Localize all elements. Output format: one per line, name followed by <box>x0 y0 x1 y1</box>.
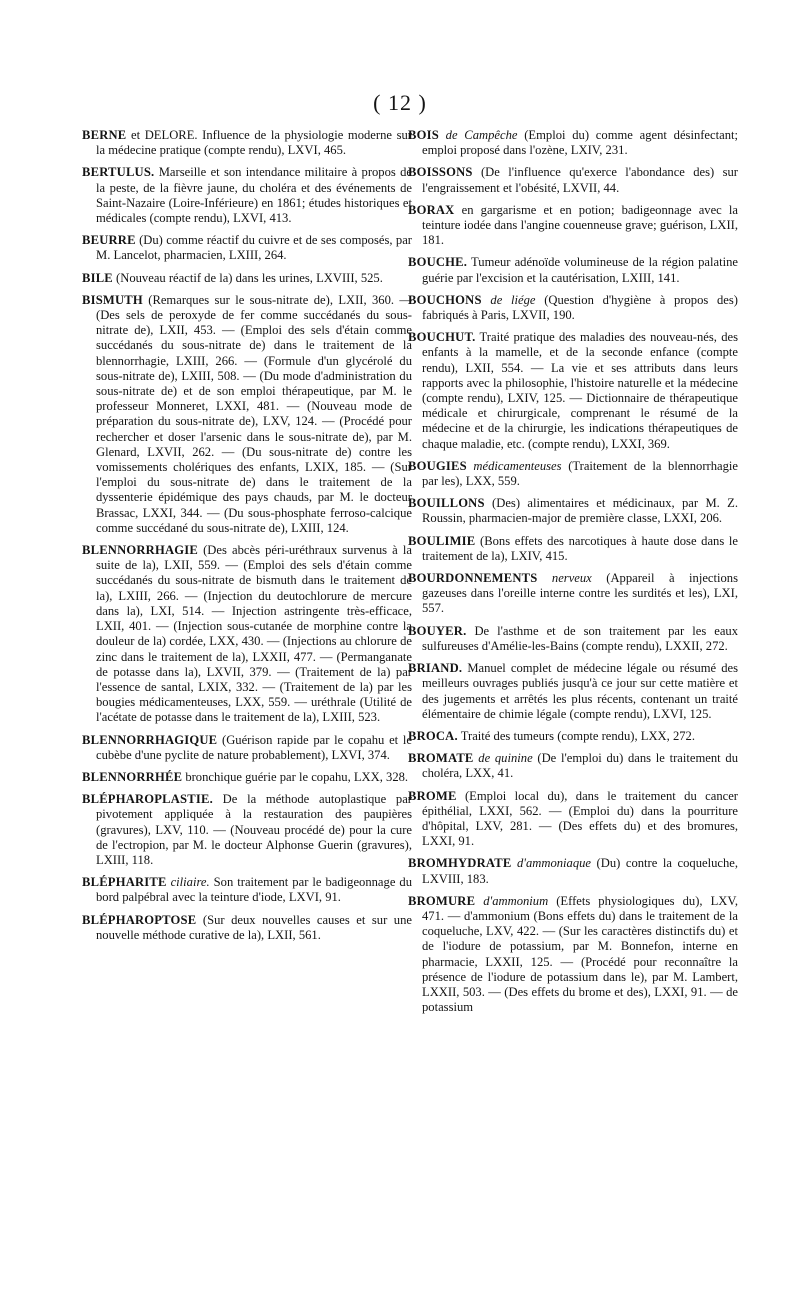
entry-headword: BLENNORRHAGIE <box>82 543 198 558</box>
entry-text: (Remarques sur le sous-nitrate de), LXII, 360. — (Des sels de peroxyde de fer comme succédanés du sous-nitrate de), LXII, 453. — (Emploi des sels d'étain comme succédanés du sous-nitrate de) dans le traitement de la blennorrhagie, LXIII, 266. — (Formule d'un glycérolé du sous-nitrate de), LXIII, 508. — (Du mode d'administration du sous-nitrate de) et de son emploi thérapeutique, par M. le professeur Monneret, LXXI, 481. — (Nouveau mode de préparation du sous-nitrate de), LXV, 124. — (Procédé pour rechercher et doser l'arsenic dans le sous-nitrate de), par M. Glenard, LXVII, 262. — (Du sous-nitrate de) contre les vomissements cholériques des enfants, LXIX, 185. — (Sur l'emploi du sous-nitrate de) dans le traitement de la dyssenterie épidémique des pays chauds, par M. le docteur Brassac, LXXI, 344. — (Du sous-phosphate ferroso-calcique comme succédané du sous-nitrate de), LXIII, 124. <box>96 292 412 535</box>
entry-text: Tumeur adénoïde volumineuse de la région palatine guérie par l'excision et la cautérisation, LXIII, 141. <box>422 255 738 285</box>
index-entry <box>408 571 738 617</box>
index-entry <box>408 789 738 850</box>
index-entry <box>408 856 738 886</box>
index-entry <box>82 293 412 536</box>
entry-headword: BROMHYDRATE <box>408 856 512 871</box>
index-entry <box>82 913 412 943</box>
index-entry <box>408 661 738 722</box>
entry-headword: BROMATE <box>408 751 474 766</box>
entry-text: (De l'influence qu'exerce l'abondance des) sur l'engraissement et l'obésité, LXVII, 44. <box>422 165 738 195</box>
index-entry <box>408 203 738 249</box>
index-entry <box>408 459 738 489</box>
index-entry <box>408 534 738 564</box>
entry-headword: BOIS <box>408 128 439 142</box>
entry-italic: de liége <box>481 292 536 307</box>
entry-headword: BEURRE <box>82 233 136 248</box>
index-entry <box>408 751 738 781</box>
entry-headword: BRIAND. <box>408 661 463 676</box>
entry-text: (Des abcès péri-uréthraux survenus à la suite de la), LXII, 559. — (Emploi des sels d'étain comme succédanés du sous-nitrate de bismuth dans le traitement de la), LXIII, 266. — (Injection du deutochlorure de mercure dans la), LXI, 514. — Injection astringente très-efficace, LXII, 401. — (Injection sous-cutanée de morphine contre la douleur de la) cordée, LXX, 430. — (Injections au chlorure de zinc dans le traitement de la), LXXII, 477. — (Permanganate de potasse dans la), LXVII, 379. — (Traitement de la) par l'essence de santal, LXIX, 332. — (Traitement de la) par les bougies médicamenteuses, LXX, 559. — uréthrale (Utilité de l'acétate de potasse dans le traitement de la), LXIII, 523. <box>96 543 412 725</box>
entry-headword: BOUCHE. <box>408 255 468 270</box>
index-entry <box>82 271 412 286</box>
index-entry <box>408 624 738 654</box>
index-entry <box>82 543 412 725</box>
entry-headword: BLÉPHARITE <box>82 875 167 890</box>
entry-headword: BLENNORRHÉE <box>82 769 183 784</box>
entry-headword: BILE <box>82 270 113 285</box>
entry-text: Marseille et son intendance militaire à propos de la peste, de la fièvre jaune, du choléra et des événements de Saint-Nazaire (Loire-Inférieure) en 1861; études historiques et médicales (compte rendu), LXVI, 413. <box>96 165 412 226</box>
entry-text: et DELORE. Influence de la physiologie moderne sur la médecine pratique (compte rendu), LXVI, 465. <box>96 128 412 158</box>
entry-text: (Traitement de la blennorrhagie par les), LXX, 559. <box>422 458 738 489</box>
index-entry <box>82 233 412 263</box>
entry-headword: BOURDONNEMENTS <box>408 571 538 586</box>
entry-text: Traité des tumeurs (compte rendu), LXX, 272. <box>457 728 695 743</box>
entry-headword: BERNE <box>82 128 127 142</box>
entry-headword: BOUGIES <box>408 458 467 473</box>
entry-text: (Bons effets des narcotiques à haute dose dans le traitement de la), LXIV, 415. <box>422 533 738 563</box>
entry-text: en gargarisme et en potion; badigeonnage avec la teinture iodée dans l'angine couenneuse grave; guérison, LXII, 181. <box>422 202 738 248</box>
index-entry <box>408 330 738 452</box>
entry-headword: BROCA. <box>408 728 458 743</box>
entry-text: (Emploi du) comme agent désinfectant; emploi proposé dans l'ozène, LXIV, 231. <box>422 128 738 158</box>
entry-text: De la méthode autoplastique par pivotement appliquée à la restauration des paupières (gravures), LXV, 110. — (Nouveau procédé de) pour la cure de l'ectropion, par M. le docteur Alphonse Guerin (gravures), LXIII, 118. <box>96 792 412 867</box>
index-entry <box>408 894 738 1016</box>
entry-italic: médicamenteuses <box>466 458 562 473</box>
entry-headword: BOISSONS <box>408 165 473 180</box>
entry-text: (Guérison rapide par le copahu et le cubèbe d'une pyclite de nature probablement), LXVI, 374. <box>96 732 412 762</box>
entry-text: bronchique guérie par le copahu, LXX, 328. <box>182 769 409 784</box>
entry-headword: BLENNORRHAGIQUE <box>82 732 218 747</box>
entry-text: Manuel complet de médecine légale ou résumé des meilleurs ouvrages publiés jusqu'à ce jour sur cette matière et des jugements et arrêtés les plus récents, contenant un traité élémentaire de chimie légale (compte rendu), LXVI, 125. <box>422 661 738 721</box>
entry-text: (Appareil à injections gazeuses dans l'oreille interne contre les surdités et les), LXI, 557. <box>422 571 738 616</box>
entry-text: Son traitement par le badigeonnage du bord palpébral avec la teinture d'iode, LXVI, 91. <box>96 875 412 905</box>
entry-headword: BOUCHONS <box>408 292 482 307</box>
entry-headword: BLÉPHAROPLASTIE. <box>82 792 213 807</box>
index-entry <box>408 128 738 158</box>
entry-text: (Effets physiologiques du), LXV, 471. — d'ammonium (Bons effets du) dans le traitement de la coqueluche, LXV, 422. — (Sur les caractères distinctifs du) et de l'iodure de potassium, par M. Bonnefon, interne en pharmacie, LXXII, 125. — (Procédé pour reconnaître la présence de l'iodure de potassium dans le), par M. Lambert, LXXII, 503. — (Des effets du brome et des), LXXI, 91. — de potassium <box>422 893 738 1015</box>
entry-italic: de quinine <box>473 751 533 766</box>
index-entry <box>408 729 738 744</box>
entry-text: (Des) alimentaires et médicinaux, par M. Z. Roussin, pharmacien-major de première classe, LXXI, 206. <box>422 496 738 526</box>
left-column <box>82 128 412 950</box>
index-entry <box>82 770 412 785</box>
entry-headword: BORAX <box>408 202 455 217</box>
entry-headword: BERTULUS. <box>82 165 155 180</box>
index-entry <box>408 293 738 323</box>
entry-italic: d'ammoniaque <box>511 856 592 871</box>
index-entry <box>82 792 412 868</box>
entry-text: Traité pratique des maladies des nouveau-nés, des enfants à la mamelle, et de la seconde enfance (compte rendu), LXII, 554. — La vie et ses attributs dans leurs rapports avec la philosophie, l'histoire naturelle et la médecine (compte rendu), LXIV, 125. — Dictionnaire de thérapeutique médicale et chirurgicale, comprenant le résumé de la médecine et de la chirurgie, les indications thérapeutiques de chaque maladie, etc. (compte rendu), LXXI, 369. <box>422 330 738 451</box>
entry-headword: BOUCHUT. <box>408 330 476 345</box>
index-entry <box>82 875 412 905</box>
entry-text: (Nouveau réactif de la) dans les urines, LXVIII, 525. <box>112 270 383 285</box>
entry-headword: BOUYER. <box>408 623 467 638</box>
entry-headword: BROME <box>408 788 457 803</box>
entry-text: (De l'emploi du) dans le traitement du choléra, LXX, 41. <box>422 751 738 781</box>
index-entry <box>408 496 738 526</box>
entry-text: (Question d'hygiène à propos des) fabriqués à Paris, LXVII, 190. <box>422 292 738 323</box>
entry-headword: BLÉPHAROPTOSE <box>82 912 197 927</box>
entry-text: (Du) contre la coqueluche, LXVIII, 183. <box>422 856 738 886</box>
entry-headword: BROMURE <box>408 893 476 908</box>
index-entry <box>408 165 738 195</box>
index-entry <box>82 165 412 226</box>
entry-text: (Emploi local du), dans le traitement du cancer épithélial, LXXI, 562. — (Emploi du) dans la pourriture d'hôpital, LXV, 281. — (Des effets du) et des bromures, LXXI, 91. <box>422 788 738 849</box>
index-entry <box>82 733 412 763</box>
entry-italic: d'ammonium <box>475 893 549 908</box>
entry-headword: BOUILLONS <box>408 496 485 511</box>
entry-text: (Du) comme réactif du cuivre et de ses composés, par M. Lancelot, pharmacien, LXIII, 264. <box>96 233 412 263</box>
entry-headword: BOULIMIE <box>408 533 476 548</box>
index-entry <box>408 255 738 285</box>
entry-text: De l'asthme et de son traitement par les eaux sulfureuses d'Amélie-les-Bains (compte rendu), LXXII, 272. <box>422 623 738 653</box>
index-entry <box>82 128 412 158</box>
entry-italic: de Campêche <box>438 128 518 142</box>
entry-text: (Sur deux nouvelles causes et sur une nouvelle méthode curative de la), LXII, 561. <box>96 912 412 942</box>
right-column <box>408 128 738 1022</box>
entry-headword: BISMUTH <box>82 292 143 307</box>
entry-italic: ciliaire. <box>166 875 210 890</box>
entry-italic: nerveux <box>537 571 592 586</box>
page-number: ( 12 ) <box>373 90 427 115</box>
